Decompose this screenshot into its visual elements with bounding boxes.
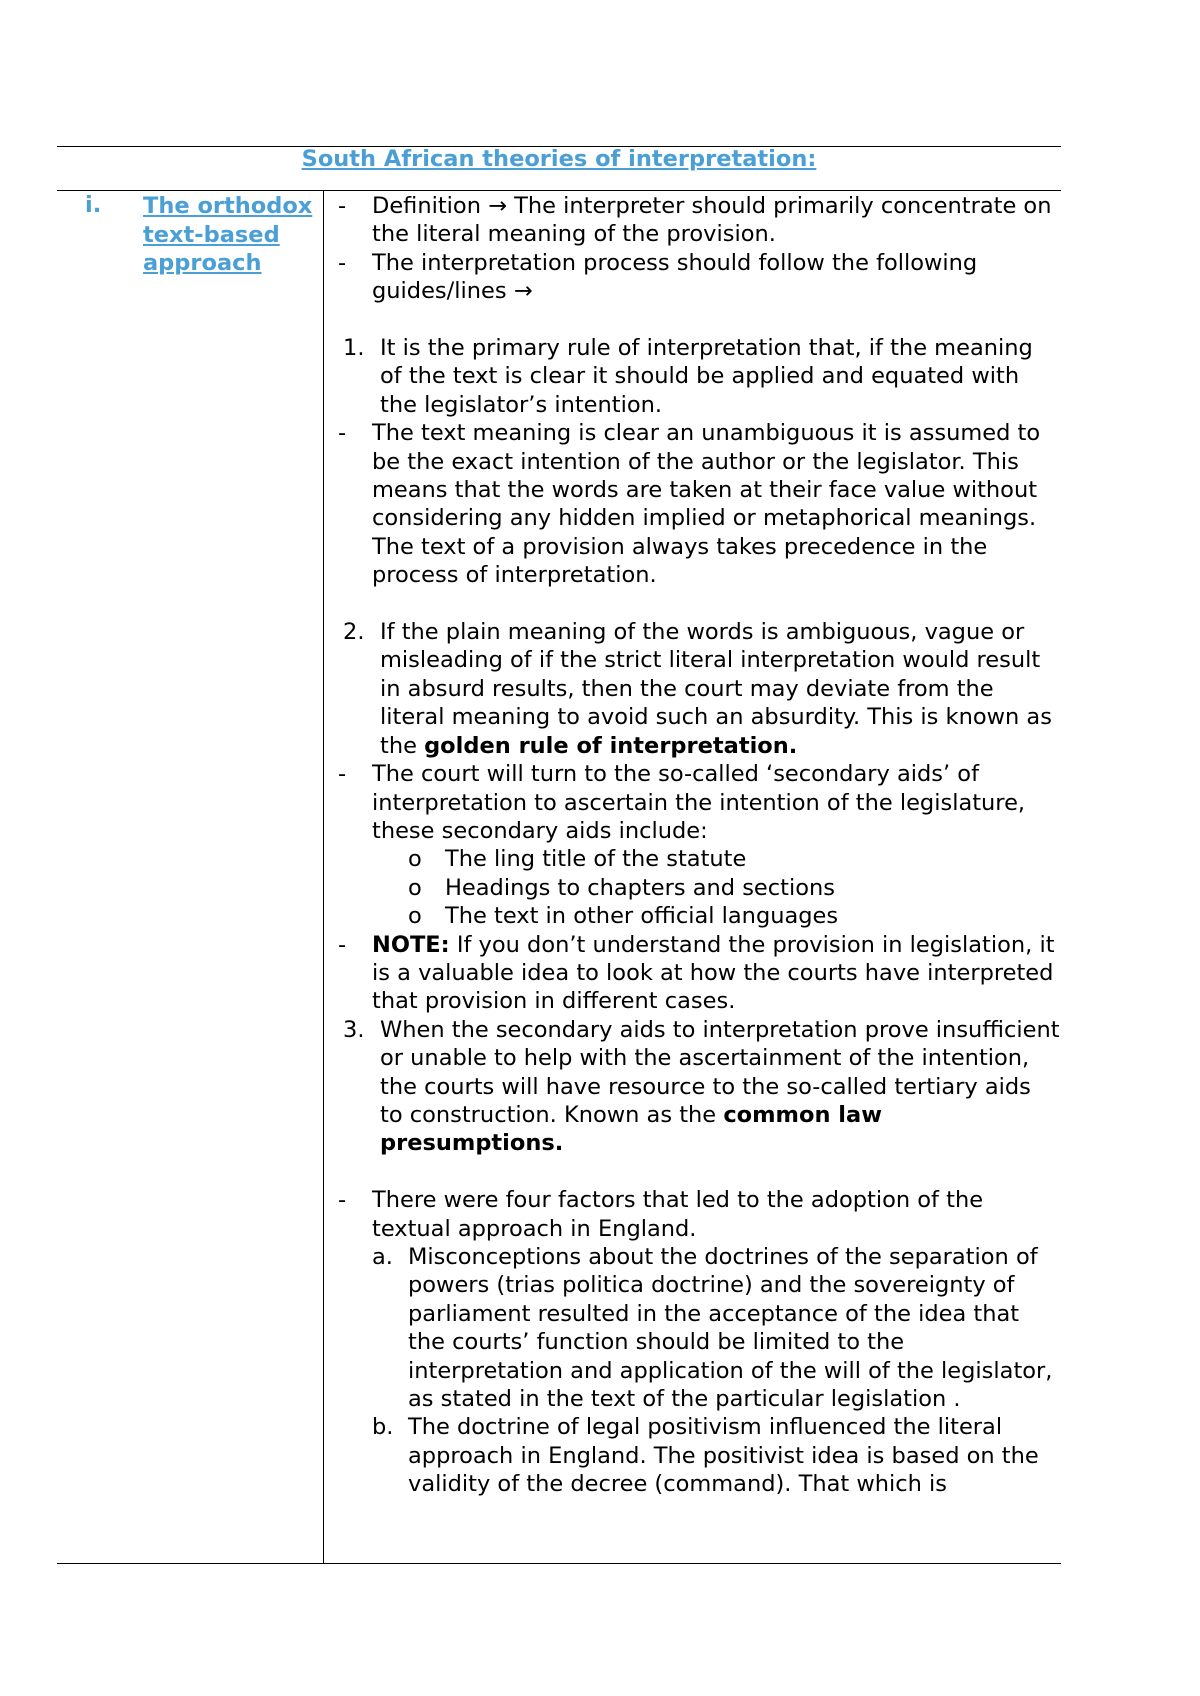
- list-item-guides: - The interpretation process should follow the following guides/lines →: [338, 249, 978, 305]
- table-title: South African theories of interpretation:: [301, 146, 817, 172]
- number-marker: 2.: [343, 619, 365, 646]
- dash-marker: -: [338, 761, 347, 788]
- list-item-definition: - Definition → The interpreter should primarily concentrate on the literal meaning of the provision.: [338, 193, 1052, 248]
- dash-marker: -: [338, 1187, 347, 1214]
- list-item-note: - NOTE: If you don’t understand the provision in legislation, it is a valuable idea to look at how the courts have interpreted that provision in different cases.: [338, 931, 1055, 1015]
- numbered-item-3: 3. When the secondary aids to interpretation prove insufficient or unable to help with the ascertainment of the intention, the courts will have resource to the so-called tertiary aids to construction. Known as the common law presumptions.: [343, 1016, 1060, 1157]
- letter-marker: b.: [372, 1414, 394, 1441]
- dash-marker: -: [338, 193, 347, 219]
- circle-bullet: o: [408, 903, 422, 930]
- golden-rule-term: golden rule of interpretation.: [424, 732, 798, 759]
- column-divider: [323, 191, 324, 1563]
- section-numeral: i.: [85, 192, 102, 218]
- list-item-text-meaning: - The text meaning is clear an unambiguous it is assumed to be the exact intention of the author or the legislator. This means that the words are taken at their face value without considering any hidden implied or metaphorical meanings. The text of a provision always takes precedence in the process of interpretation.: [338, 420, 1041, 589]
- aid-item: o The text in other official languages: [408, 903, 839, 930]
- number-marker: 3.: [343, 1016, 365, 1043]
- aid-item: o The ling title of the statute: [408, 846, 747, 873]
- table-bottom-border: [57, 1563, 1061, 1564]
- dash-marker: -: [338, 420, 347, 447]
- dash-marker: -: [338, 931, 347, 958]
- numbered-item-1: 1. It is the primary rule of interpretation that, if the meaning of the text is clear it should be applied and equated with the legislator’s intention.: [343, 335, 1033, 418]
- circle-bullet: o: [408, 846, 422, 873]
- numbered-item-2: 2. If the plain meaning of the words is ambiguous, vague or misleading of if the strict literal interpretation would result in absurd results, then the court may deviate from the literal meaning to avoid such an absurdity. This is known as the golden rule of interpretation.: [343, 619, 1052, 759]
- common-law-term: common law presumptions.: [380, 1101, 882, 1157]
- section-title: The orthodox text-based approach: [143, 193, 313, 276]
- dash-marker: -: [338, 249, 347, 276]
- aid-item: o Headings to chapters and sections: [408, 874, 835, 901]
- header-divider: [57, 190, 1061, 191]
- content-column: [334, 192, 1060, 1499]
- factor-item-a: a. Misconceptions about the doctrines of the separation of powers (trias politica doctrine) and the sovereignty of parliament resulted in the acceptance of the idea that the courts’ function should be limited to the interpretation and application of the will of the legislator, as stated in the text of the particular legislation .: [372, 1243, 1053, 1413]
- factor-item-b: b. The doctrine of legal positivism influenced the literal approach in England. The positivist idea is based on the validity of the decree (command). That which is: [372, 1414, 1039, 1498]
- list-item-secondary-aids: - The court will turn to the so-called ‘secondary aids’ of interpretation to ascertain the intention of the legislature, these secondary aids include:: [338, 761, 1026, 844]
- list-item-four-factors: - There were four factors that led to the adoption of the textual approach in England.: [338, 1187, 984, 1242]
- circle-bullet: o: [408, 874, 422, 901]
- letter-marker: a.: [372, 1243, 393, 1270]
- note-label: NOTE:: [372, 931, 450, 958]
- number-marker: 1.: [343, 335, 365, 362]
